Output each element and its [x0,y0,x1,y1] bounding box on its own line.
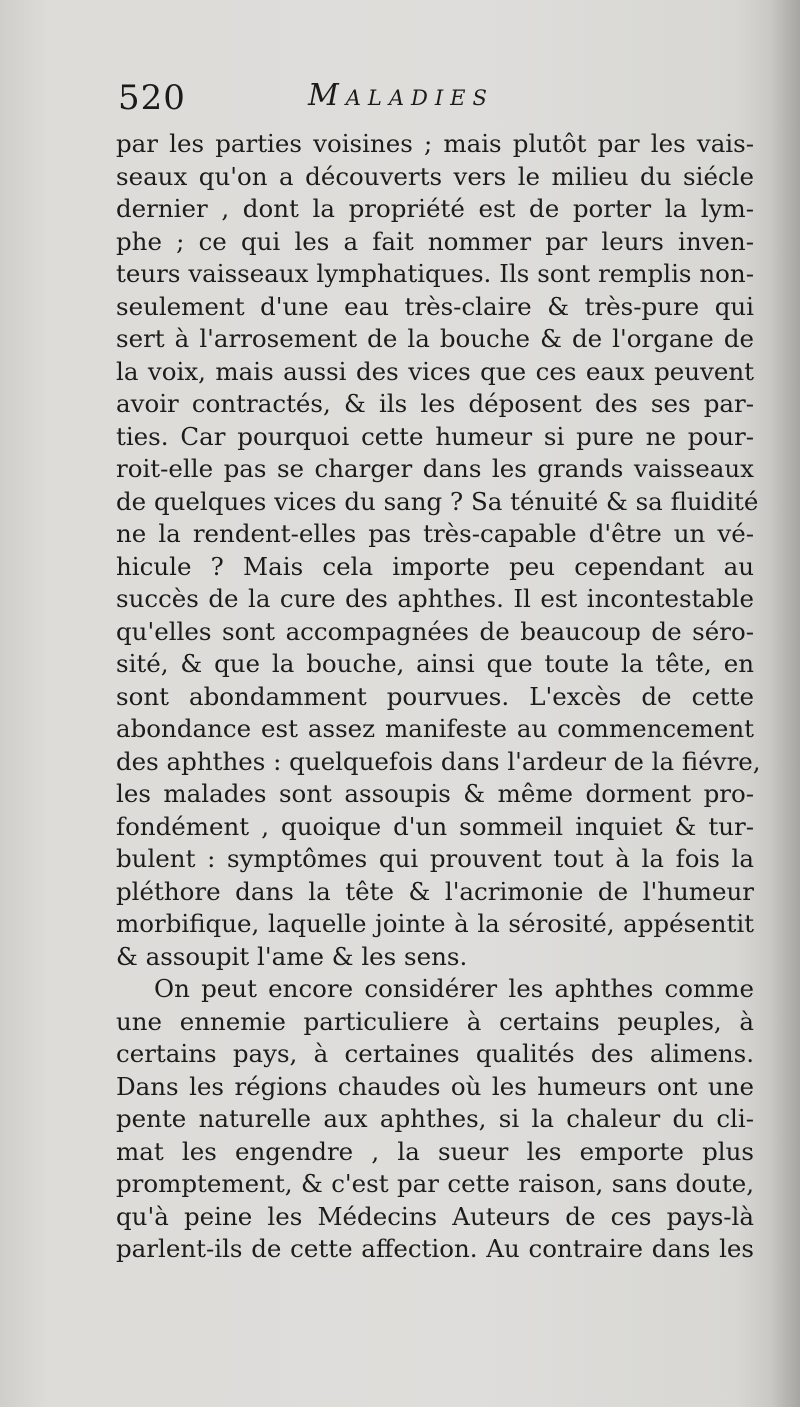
text-line: sont abondamment pourvues. L'excès de cette [116,681,754,711]
paragraph-end-line: & assoupit l'ame & les sens. [116,941,468,971]
paragraph-start-line: On peut encore considérer les aphthes comme [154,974,754,1003]
text-line: par les parties voisines ; mais plutôt par les vais- [116,129,754,158]
text-line: qu'à peine les Médecins Auteurs de ces pays-là [116,1201,754,1231]
text-line: pléthore dans la tête & l'acrimonie de l'humeur [116,876,754,906]
text-line: ne la rendent-elles pas très-capable d'être un vé- [116,519,754,548]
text-line: morbifique, laquelle jointe à la sérosité, appésentit [116,909,754,938]
text-line: sité, & que la bouche, ainsi que toute la tête, en [116,649,754,678]
text-line: les malades sont assoupis & même dorment pro- [116,779,754,808]
text-line: sert à l'arrosement de la bouche & de l'organe de [116,324,754,353]
text-line: seaux qu'on a découverts vers le milieu du siécle [116,161,754,191]
text-line: parlent-ils de cette affection. Au contraire dans les [116,1234,754,1263]
text-line: hicule ? Mais cela importe peu cependant au [116,551,754,581]
text-line: seulement d'une eau très-claire & très-pure qui [116,291,754,321]
text-line: certains pays, à certaines qualités des alimens. [116,1039,754,1068]
text-line: fondément , quoique d'un sommeil inquiet & tur- [116,811,754,841]
text-line: pente naturelle aux aphthes, si la chaleur du cli- [116,1104,754,1133]
text-line: mat les engendre , la sueur les emporte plus [116,1136,754,1166]
text-line: qu'elles sont accompagnées de beaucoup de séro- [116,616,754,646]
body-text [116,128,761,1266]
text-line: de quelques vices du sang ? Sa ténuité & sa fluidité [116,486,759,516]
text-line: abondance est assez manifeste au commencement [116,714,754,743]
text-line: Dans les régions chaudes où les humeurs ont une [116,1071,754,1101]
page-number: 520 [118,78,186,118]
text-line: phe ; ce qui les a fait nommer par leurs inven- [116,226,754,256]
text-line: la voix, mais aussi des vices que ces eaux peuvent [116,356,754,386]
page-header [118,78,758,122]
text-line: ties. Car pourquoi cette humeur si pure ne pour- [116,421,754,451]
text-line: bulent : symptômes qui prouvent tout à la fois la [116,844,754,873]
text-line: une ennemie particuliere à certains peuples, à [116,1006,754,1036]
text-line: des aphthes : quelquefois dans l'ardeur de la fiévre, [116,746,761,776]
text-line: succès de la cure des aphthes. Il est incontestable [116,584,754,613]
text-line: roit-elle pas se charger dans les grands vaisseaux [116,454,754,483]
text-line: teurs vaisseaux lymphatiques. Ils sont remplis non- [116,259,754,288]
running-title: Maladies [308,78,494,113]
text-line: dernier , dont la propriété est de porter la lym- [116,194,754,223]
text-line: promptement, & c'est par cette raison, sans doute, [116,1169,754,1198]
page-edge-shadow [770,0,800,1407]
text-line: avoir contractés, & ils les déposent des ses par- [116,389,754,418]
